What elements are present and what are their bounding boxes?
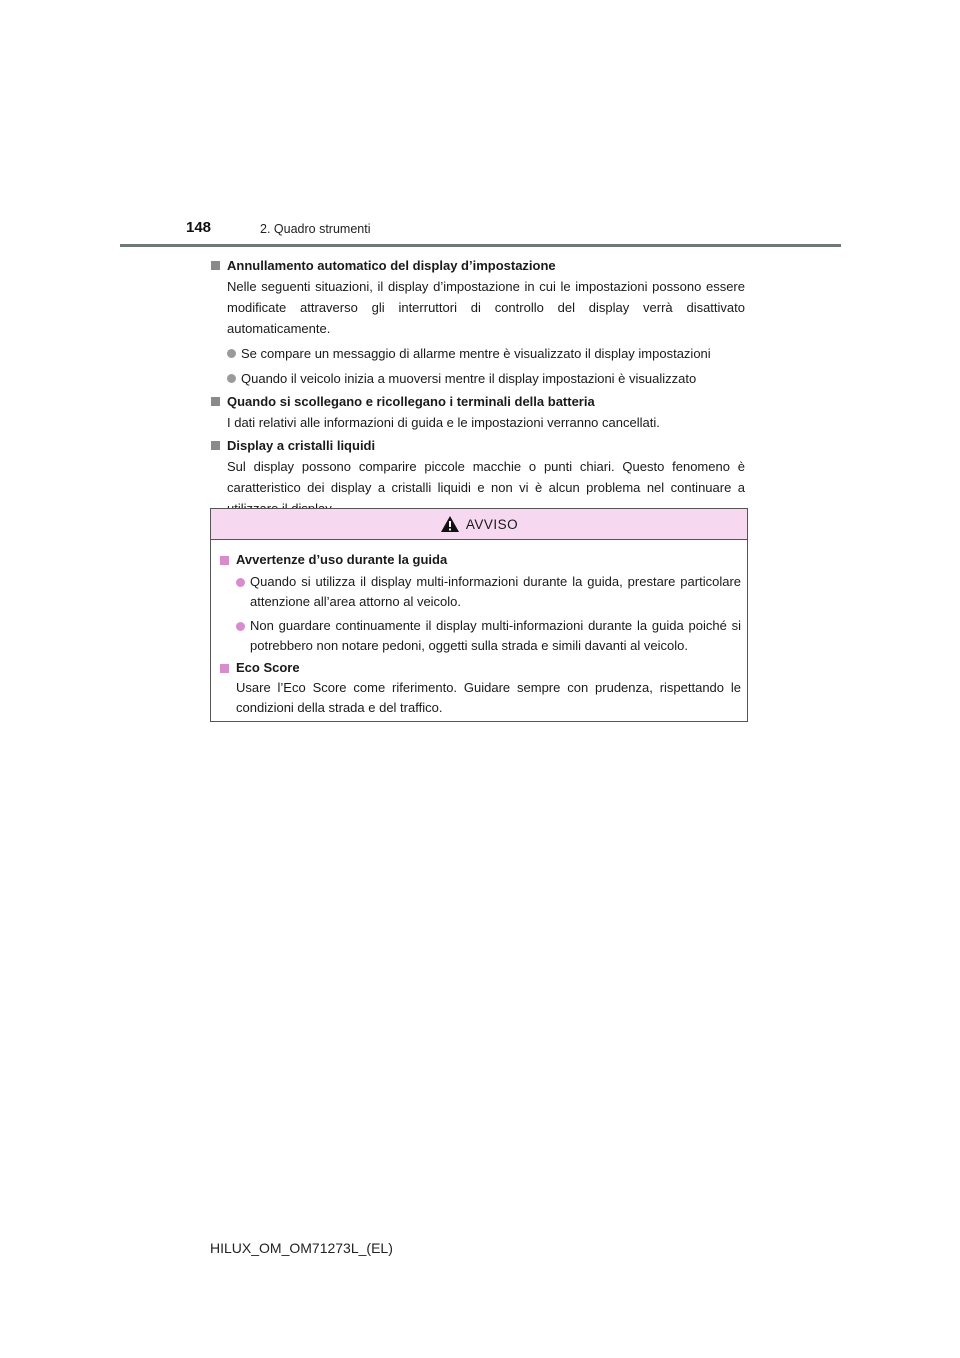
square-bullet-icon xyxy=(211,261,220,270)
list-item xyxy=(227,343,745,364)
circle-bullet-icon xyxy=(236,578,245,587)
warning-label: AVVISO xyxy=(465,516,519,532)
list-item-text: Quando si utilizza il display multi-informazioni durante la guida, prestare particolare attenzione all’area attorno al veicolo. xyxy=(250,574,741,609)
warning-body xyxy=(211,540,747,718)
warning-triangle-icon xyxy=(440,515,460,533)
paragraph: Sul display possono comparire piccole macchie o punti chiari. Questo fenomeno è caratteristico dei display a cristalli liquidi e non vi è alcun problema nel continuare a xyxy=(227,459,745,495)
circle-bullet-icon xyxy=(236,622,245,631)
circle-bullet-icon xyxy=(227,374,236,383)
heading-text: Eco Score xyxy=(236,660,300,675)
block-heading xyxy=(210,435,745,456)
square-bullet-icon xyxy=(220,556,229,565)
square-bullet-icon xyxy=(211,441,220,450)
heading-text: Display a cristalli liquidi xyxy=(227,438,376,453)
list-item xyxy=(236,572,741,612)
main-content xyxy=(210,255,745,519)
list-item-text: Se compare un messaggio di allarme mentre è visualizzato il display impostazioni xyxy=(241,346,711,361)
warning-heading xyxy=(219,550,741,570)
list-item xyxy=(236,616,741,656)
circle-bullet-icon xyxy=(227,349,236,358)
paragraph: Usare l’Eco Score come riferimento. Guidare sempre con prudenza, rispettando le condizioni della strada e del traffico. xyxy=(236,680,741,715)
square-bullet-icon xyxy=(220,664,229,673)
heading-text: Quando si scollegano e ricollegano i terminali della batteria xyxy=(227,394,595,409)
warning-heading xyxy=(219,658,741,678)
paragraph: Nelle seguenti situazioni, il display d’impostazione in cui le impostazioni possono essere modificate attraverso gli interruttori di controllo del display verrà disattivato automaticamente. xyxy=(227,279,745,336)
page-number: 148 xyxy=(186,219,212,236)
list-item-text: Quando il veicolo inizia a muoversi mentre il display impostazioni è visualizzato xyxy=(241,371,697,386)
list-item xyxy=(227,368,745,389)
document-code: HILUX_OM_OM71273L_(EL) xyxy=(210,1240,393,1256)
paragraph: I dati relativi alle informazioni di guida e le impostazioni verranno cancellati. xyxy=(227,415,660,430)
block-heading xyxy=(210,391,745,412)
warning-box xyxy=(210,508,748,722)
warning-header xyxy=(211,509,747,540)
section-title: 2. Quadro strumenti xyxy=(260,222,371,236)
block-heading xyxy=(210,255,745,276)
square-bullet-icon xyxy=(211,397,220,406)
heading-text: Annullamento automatico del display d’impostazione xyxy=(227,258,556,273)
heading-text: Avvertenze d’uso durante la guida xyxy=(236,552,448,567)
list-item-text: Non guardare continuamente il display multi-informazioni durante la guida poiché si potrebbero non notare pedoni, oggetti sulla strada e simili davanti al veicolo. xyxy=(250,618,741,653)
header-divider xyxy=(120,244,841,247)
